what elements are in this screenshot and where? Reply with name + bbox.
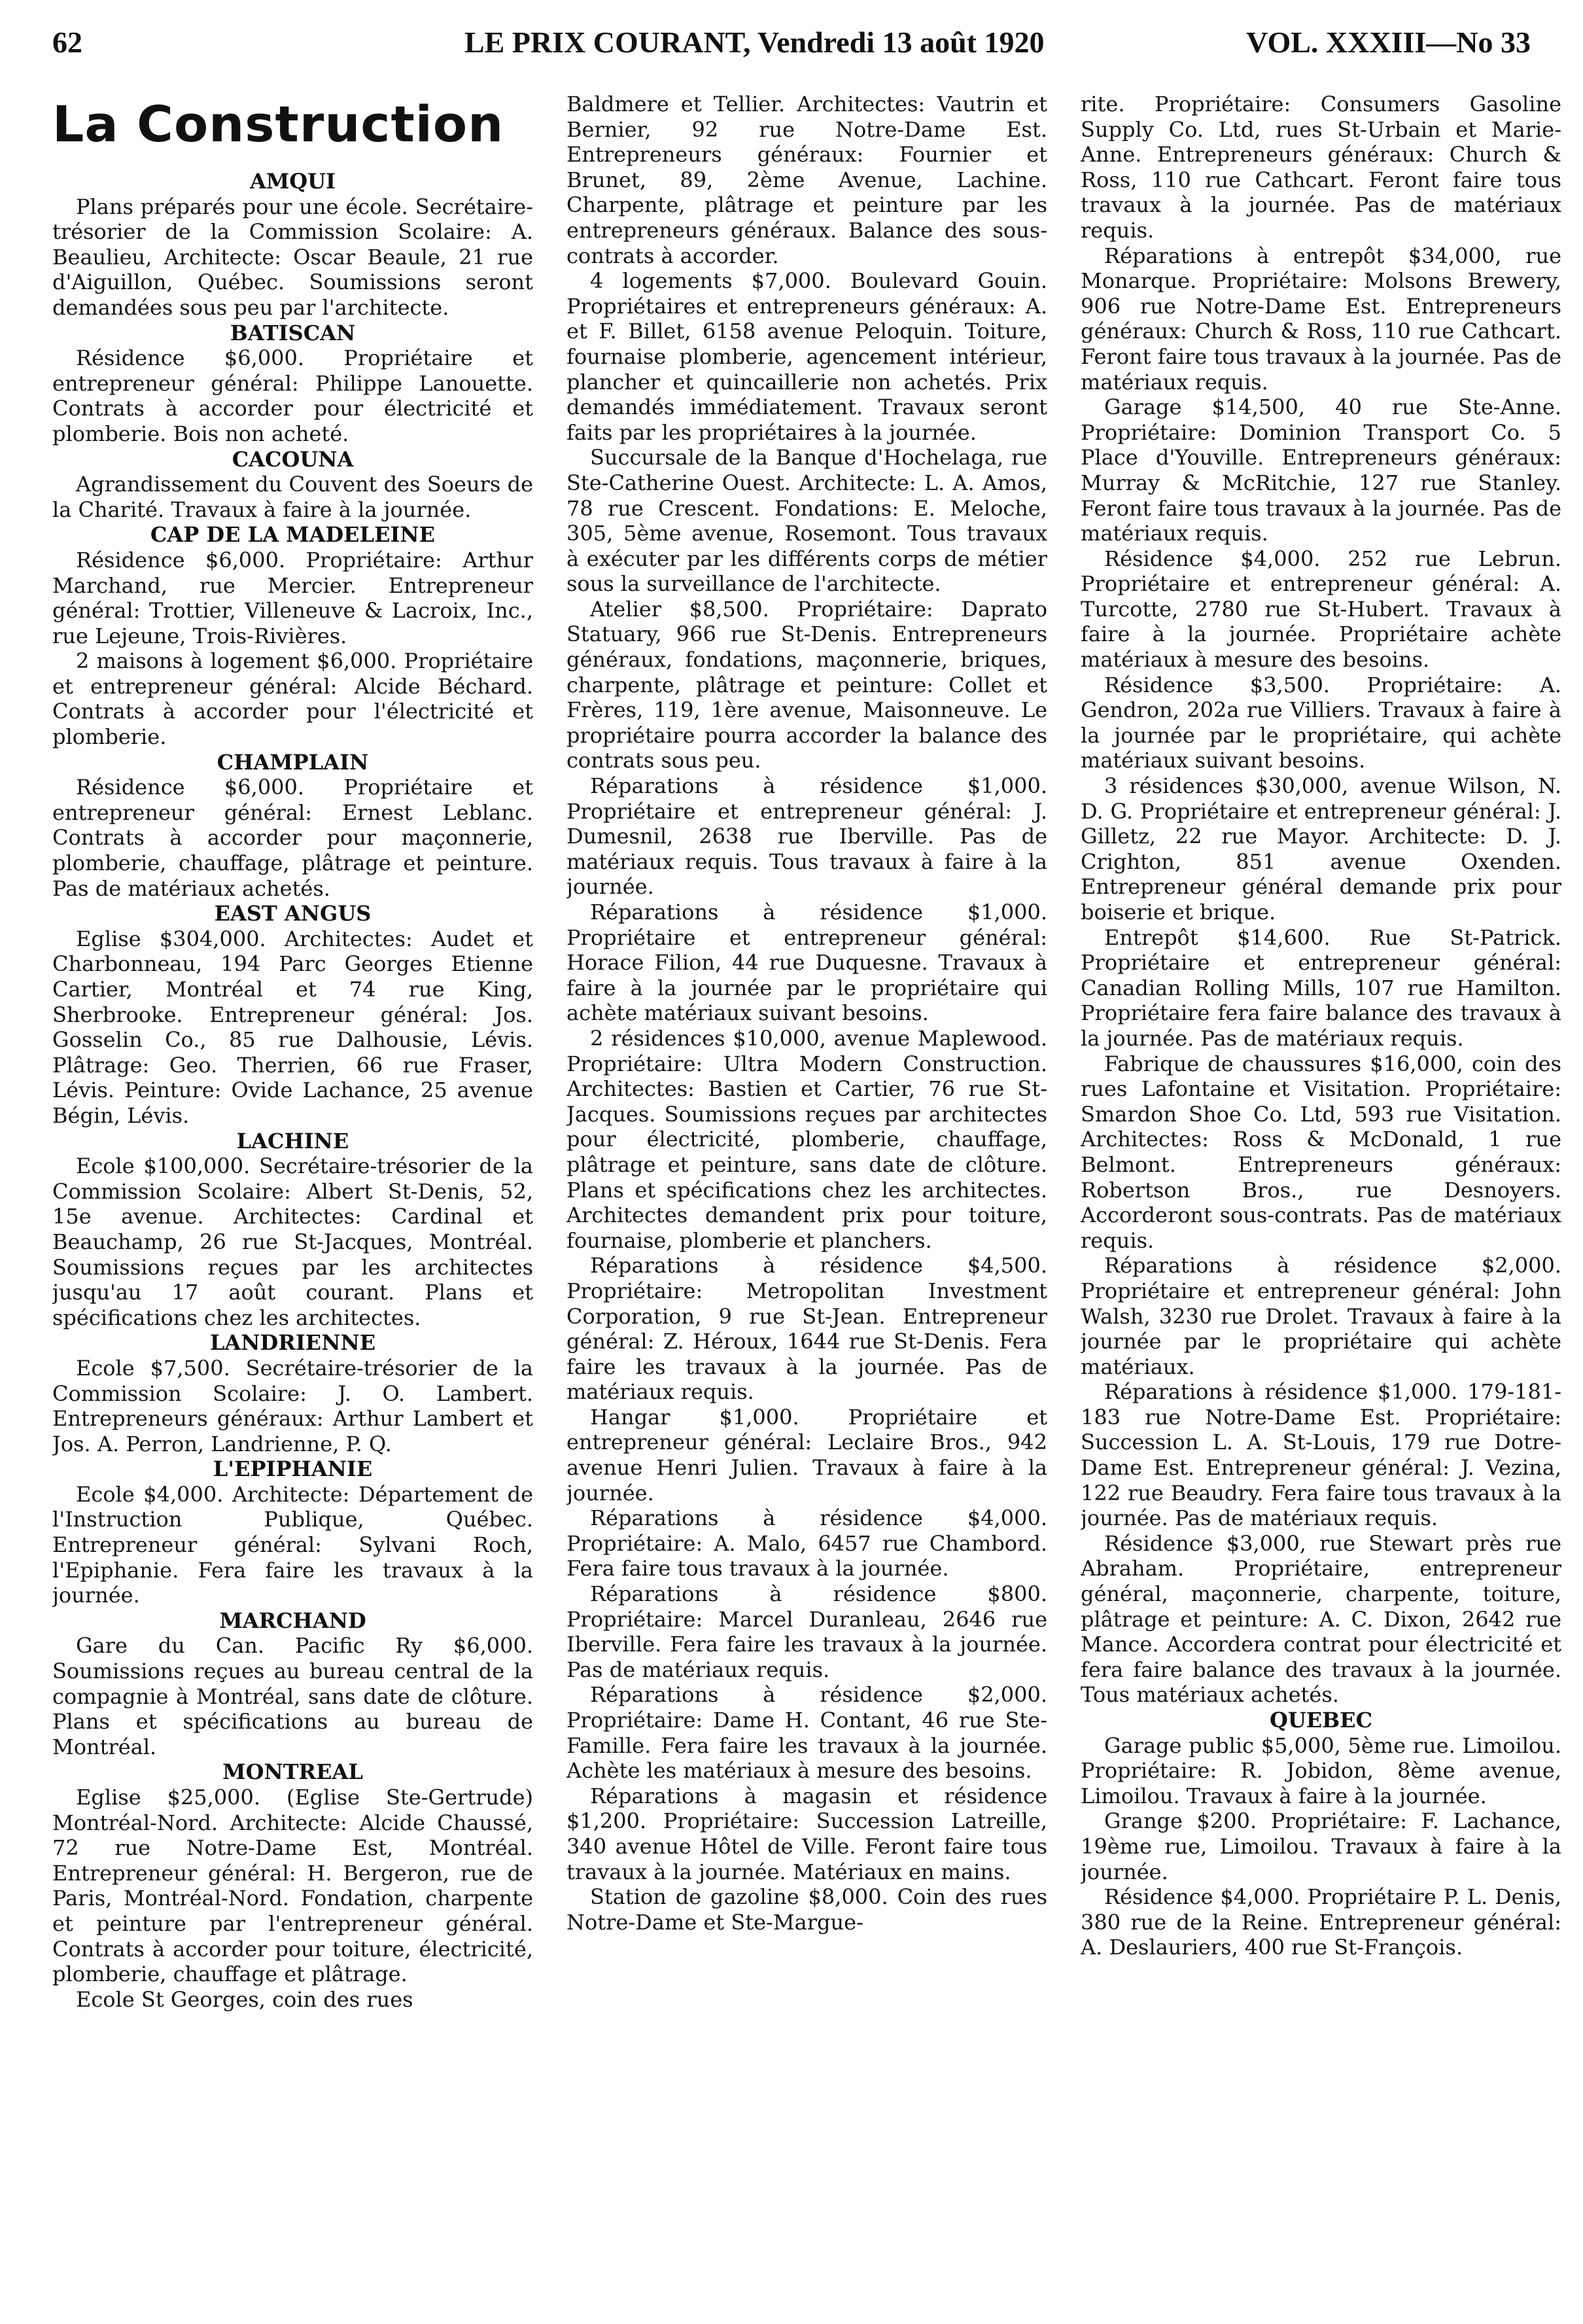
listing-entry: Réparations à résidence $4,500. Propriétaire: Metropolitan Investment Corporation, 9 rue St-Jean. Entrepreneur général: Z. Héroux, 1644 rue St-Denis. Fera faire les travaux à la journée. Pas de matériaux requis.	[566, 1253, 1047, 1405]
place-heading: CHAMPLAIN	[217, 749, 369, 775]
listing-entry: Résidence $4,000. 252 rue Lebrun. Propriétaire et entrepreneur général: A. Turcotte, 2780 rue St-Hubert. Travaux à faire à la journée. Propriétaire achète matériaux à mesure des besoins.	[1081, 546, 1561, 673]
listing-entry: Garage $14,500, 40 rue Ste-Anne. Propriétaire: Dominion Transport Co. 5 Place d'Youville. Entrepreneurs généraux: Murray & McRitchie, 127 rue Stanley. Feront faire tous travaux à la journée. Pas de matériaux requis.	[1081, 395, 1561, 546]
section-title: La Construction	[52, 95, 504, 153]
listing-entry: Hangar $1,000. Propriétaire et entrepreneur général: Leclaire Bros., 942 avenue Henri Julien. Travaux à faire à la journée.	[566, 1404, 1047, 1505]
column-3	[1081, 92, 1561, 2303]
listing-entry: Réparations à résidence $1,000. 179-181-183 rue Notre-Dame Est. Propriétaire: Succession L. A. St-Louis, 179 rue Dotre-Dame Est. Entrepreneur général: J. Vezina, 122 rue Beaudry. Fera faire tous travaux à la journée. Pas de matériaux requis.	[1081, 1379, 1561, 1531]
place-heading: MARCHAND	[219, 1608, 366, 1633]
listing-entry: Entrepôt $14,600. Rue St-Patrick. Propriétaire et entrepreneur général: Canadian Rolling Mills, 107 rue Hamilton. Propriétaire fera faire balance des travaux à la journée. Pas de matériaux requis.	[1081, 924, 1561, 1051]
listing-entry: Ecole $100,000. Secrétaire-trésorier de la Commission Scolaire: Albert St-Denis, 52, 15e avenue. Architectes: Cardinal et Beauchamp, 26 rue St-Jacques, Montréal. Soumissions reçues par les architectes jusqu'au 17 août courant. Plans et spécifications chez les architectes.	[52, 1153, 533, 1330]
listing-entry: Résidence $6,000. Propriétaire et entrepreneur général: Philippe Lanouette. Contrats à accorder pour électricité et plomberie. Bois non acheté.	[52, 345, 533, 446]
place-heading: AMQUI	[250, 169, 336, 194]
listing-entry: Gare du Can. Pacific Ry $6,000. Soumissions reçues au bureau central de la compagnie à Montréal, sans date de clôture. Plans et spécifications au bureau de Montréal.	[52, 1633, 533, 1759]
listing-entry: Résidence $6,000. Propriétaire: Arthur Marchand, rue Mercier. Entrepreneur général: Trottier, Villeneuve & Lacroix, Inc., rue Lejeune, Trois-Rivières.	[52, 547, 533, 648]
volume-number: VOL. XXXIII—No 33	[1246, 26, 1531, 59]
page-number: 62	[52, 26, 82, 59]
listing-entry: Ecole $4,000. Architecte: Département de l'Instruction Publique, Québec. Entrepreneur général: Sylvani Roch, l'Epiphanie. Fera faire les travaux à la journée.	[52, 1481, 533, 1608]
listing-entry: Réparations à résidence $1,000. Propriétaire et entrepreneur général: J. Dumesnil, 2638 rue Iberville. Pas de matériaux requis. Tous travaux à faire à la journée.	[566, 773, 1047, 900]
place-heading: BATISCAN	[230, 320, 356, 345]
listing-entry: Réparations à résidence $1,000. Propriétaire et entrepreneur général: Horace Filion, 44 rue Duquesne. Travaux à faire à la journée par le propriétaire qui achète matériaux suivant besoins.	[566, 900, 1047, 1026]
listing-entry: Atelier $8,500. Propriétaire: Daprato Statuary, 966 rue St-Denis. Entrepreneurs généraux, fondations, maçonnerie, briques, charpente, plâtrage et peinture: Collet et Frères, 119, 1ère avenue, Maisonneuve. Le propriétaire pourra accorder la balance des contrats sous peu.	[566, 596, 1047, 773]
listing-entry: Fabrique de chaussures $16,000, coin des rues Lafontaine et Visitation. Propriétaire: Smardon Shoe Co. Ltd, 593 rue Visitation. Architectes: Ross & McDonald, 1 rue Belmont. Entrepreneurs généraux: Robertson Bros., rue Desnoyers. Accorderont sous-contrats. Pas de matériaux requis.	[1081, 1051, 1561, 1253]
listing-entry: Succursale de la Banque d'Hochelaga, rue Ste-Catherine Ouest. Architecte: L. A. Amos, 78 rue Crescent. Fondations: E. Meloche, 305, 5ème avenue, Rosemont. Tous travaux à exécuter par les différents corps de métier sous la surveillance de l'architecte.	[566, 445, 1047, 597]
place-heading: LANDRIENNE	[209, 1330, 376, 1356]
column-1	[52, 92, 533, 2303]
listing-entry: Eglise $304,000. Architectes: Audet et Charbonneau, 194 Parc Georges Etienne Cartier, Montréal et 74 rue King, Sherbrooke. Entrepreneur général: Jos. Gosselin Co., 85 rue Dalhousie, Lévis. Plâtrage: Geo. Therrien, 66 rue Fraser, Lévis. Peinture: Ovide Lachance, 25 avenue Bégin, Lévis.	[52, 926, 533, 1128]
listing-entry: Réparations à entrepôt $34,000, rue Monarque. Propriétaire: Molsons Brewery, 906 rue Notre-Dame Est. Entrepreneurs généraux: Church & Ross, 110 rue Cathcart. Feront faire tous travaux à la journée. Pas de matériaux requis.	[1081, 243, 1561, 395]
publication-title: LE PRIX COURANT, Vendredi 13 août 1920	[464, 26, 1045, 59]
listing-entry: 2 maisons à logement $6,000. Propriétaire et entrepreneur général: Alcide Béchard. Contrats à accorder pour l'électricité et plomberie.	[52, 648, 533, 750]
listing-entry: Réparations à résidence $4,000. Propriétaire: A. Malo, 6457 rue Chambord. Fera faire tous travaux à la journée.	[566, 1505, 1047, 1581]
listing-entry: Ecole $7,500. Secrétaire-trésorier de la Commission Scolaire: J. O. Lambert. Entrepreneurs généraux: Arthur Lambert et Jos. A. Perron, Landrienne, P. Q.	[52, 1355, 533, 1456]
listing-entry: Résidence $3,000, rue Stewart près rue Abraham. Propriétaire, entrepreneur général, maçonnerie, charpente, toiture, plâtrage et peinture: A. C. Dixon, 2642 rue Mance. Accordera contrat pour électricité et fera faire balance des travaux à la journée. Tous matériaux achetés.	[1081, 1530, 1561, 1708]
place-heading: EAST ANGUS	[214, 901, 372, 926]
listing-entry: rite. Propriétaire: Consumers Gasoline Supply Co. Ltd, rues St-Urbain et Marie-Anne. Entrepreneurs généraux: Church & Ross, 110 rue Cathcart. Feront faire tous travaux à la journée. Pas de matériaux requis.	[1081, 92, 1561, 243]
place-heading: CACOUNA	[232, 446, 354, 472]
listing-entry: Plans préparés pour une école. Secrétaire-trésorier de la Commission Scolaire: A. Beaulieu, Architecte: Oscar Beaule, 21 rue d'Aiguillon, Québec. Soumissions seront demandées sous peu par l'architecte.	[52, 194, 533, 320]
place-heading: L'EPIPHANIE	[213, 1456, 373, 1482]
listing-entry: Garage public $5,000, 5ème rue. Limoilou. Propriétaire: R. Jobidon, 8ème avenue, Limoilou. Travaux à faire à la journée.	[1081, 1733, 1561, 1808]
listing-entry: Eglise $25,000. (Eglise Ste-Gertrude) Montréal-Nord. Architecte: Alcide Chaussé, 72 rue Notre-Dame Est, Montréal. Entrepreneur général: H. Bergeron, rue de Paris, Montréal-Nord. Fondation, charpente et peinture par l'entrepreneur général. Contrats à accorder pour toiture, électricité, plomberie, chauffage et plâtrage.	[52, 1785, 533, 1987]
listing-entry: Baldmere et Tellier. Architectes: Vautrin et Bernier, 92 rue Notre-Dame Est. Entrepreneurs généraux: Fournier et Brunet, 89, 2ème Avenue, Lachine. Charpente, plâtrage et peinture par les entrepreneurs généraux. Balance des sous-contrats à accorder.	[566, 92, 1047, 268]
listing-entry: Résidence $3,500. Propriétaire: A. Gendron, 202a rue Villiers. Travaux à faire à la journée par le propriétaire, qui achète matériaux suivant besoins.	[1081, 672, 1561, 773]
listing-entry: 2 résidences $10,000, avenue Maplewood. Propriétaire: Ultra Modern Construction. Architectes: Bastien et Cartier, 76 rue St-Jacques. Soumissions reçues par architectes pour électricité, plomberie, chauffage, plâtrage et peinture, sans date de clôture. Plans et spécifications chez les architectes. Architectes demandent prix pour toiture, fournaise, plomberie et planchers.	[566, 1025, 1047, 1253]
listing-entry: Résidence $6,000. Propriétaire et entrepreneur général: Ernest Leblanc. Contrats à accorder pour maçonnerie, plomberie, chauffage, plâtrage et peinture. Pas de matériaux achetés.	[52, 775, 533, 901]
listing-entry: 4 logements $7,000. Boulevard Gouin. Propriétaires et entrepreneurs généraux: A. et F. Billet, 6158 avenue Peloquin. Toiture, fournaise plomberie, agencement intérieur, plancher et quincaillerie non achetés. Prix demandés immédiatement. Travaux seront faits par les propriétaires à la journée.	[566, 268, 1047, 445]
page-header	[52, 18, 1531, 71]
listing-entry: Réparations à magasin et résidence $1,200. Propriétaire: Succession Latreille, 340 avenue Hôtel de Ville. Feront faire tous travaux à la journée. Matériaux en mains.	[566, 1783, 1047, 1884]
column-2	[566, 92, 1047, 2303]
place-heading: QUEBEC	[1269, 1708, 1373, 1733]
place-heading: CAP DE LA MADELEINE	[150, 522, 436, 548]
listing-entry: Ecole St Georges, coin des rues	[76, 1986, 413, 2012]
listing-entry: Réparations à résidence $800. Propriétaire: Marcel Duranleau, 2646 rue Iberville. Fera faire les travaux à la journée. Pas de matériaux requis.	[566, 1581, 1047, 1682]
listing-entry: Grange $200. Propriétaire: F. Lachance, 19ème rue, Limoilou. Travaux à faire à la journée.	[1081, 1808, 1561, 1884]
listing-entry: Réparations à résidence $2,000. Propriétaire et entrepreneur général: John Walsh, 3230 rue Drolet. Travaux à faire à la journée par le propriétaire qui achète matériaux.	[1081, 1253, 1561, 1379]
place-heading: LACHINE	[236, 1128, 349, 1153]
place-heading: MONTREAL	[222, 1759, 363, 1785]
listing-entry: Résidence $4,000. Propriétaire P. L. Denis, 380 rue de la Reine. Entrepreneur général: A. Deslauriers, 400 rue St-François.	[1081, 1884, 1561, 1960]
listing-entry: Réparations à résidence $2,000. Propriétaire: Dame H. Contant, 46 rue Ste-Famille. Fera faire les travaux à la journée. Achète les matériaux à mesure des besoins.	[566, 1682, 1047, 1784]
listing-entry: Station de gazoline $8,000. Coin des rues Notre-Dame et Ste-Margue-	[566, 1884, 1047, 1935]
listing-entry: Agrandissement du Couvent des Soeurs de la Charité. Travaux à faire à la journée.	[52, 472, 533, 522]
listing-entry: 3 résidences $30,000, avenue Wilson, N. D. G. Propriétaire et entrepreneur général: J. Gilletz, 22 rue Mayor. Architecte: D. J. Crighton, 851 avenue Oxenden. Entrepreneur général demande prix pour boiserie et brique.	[1081, 773, 1561, 924]
